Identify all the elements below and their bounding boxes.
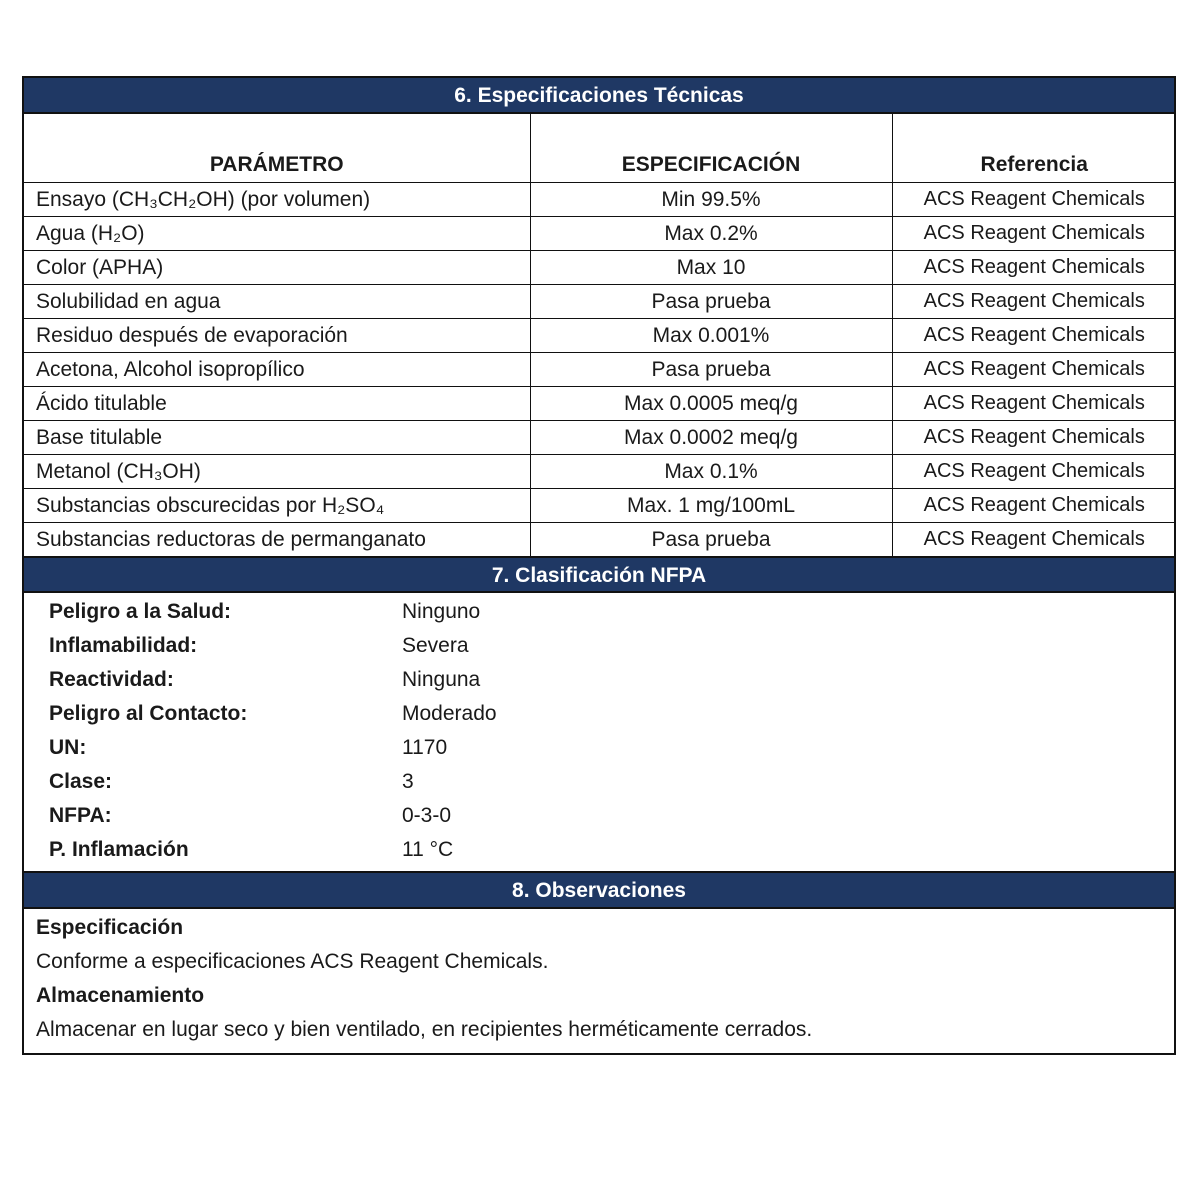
product-spec-sheet bbox=[22, 76, 1176, 1055]
specification-cell: Pasa prueba bbox=[530, 353, 892, 387]
reference-cell: ACS Reagent Chemicals bbox=[892, 387, 1176, 421]
nfpa-label: Inflamabilidad: bbox=[49, 634, 198, 657]
parameter-cell: Solubilidad en agua bbox=[24, 285, 530, 319]
reference-cell: ACS Reagent Chemicals bbox=[892, 183, 1176, 217]
table-row bbox=[24, 421, 1176, 455]
storage-text: Almacenar en lugar seco y bien ventilado, en recipientes herméticamente cerrados. bbox=[36, 1018, 813, 1041]
parameter-cell: Color (APHA) bbox=[24, 251, 530, 285]
reference-cell: ACS Reagent Chemicals bbox=[892, 285, 1176, 319]
parameter-cell: Acetona, Alcohol isopropílico bbox=[24, 353, 530, 387]
specifications-table bbox=[24, 114, 1176, 557]
parameter-cell: Residuo después de evaporación bbox=[24, 319, 530, 353]
nfpa-label: Clase: bbox=[49, 770, 113, 793]
specification-cell: Max 0.0002 meq/g bbox=[530, 421, 892, 455]
table-row bbox=[24, 523, 1176, 557]
section-6-header: 6. Especificaciones Técnicas bbox=[24, 78, 1174, 114]
reference-cell: ACS Reagent Chemicals bbox=[892, 353, 1176, 387]
nfpa-value: 1170 bbox=[402, 736, 448, 759]
table-row bbox=[24, 455, 1176, 489]
nfpa-label: NFPA: bbox=[49, 804, 112, 827]
column-header-parametro: PARÁMETRO bbox=[24, 114, 530, 183]
specification-cell: Pasa prueba bbox=[530, 285, 892, 319]
parameter-cell: Base titulable bbox=[24, 421, 530, 455]
nfpa-item bbox=[24, 697, 1174, 731]
nfpa-label: Peligro a la Salud: bbox=[49, 600, 232, 623]
table-row bbox=[24, 217, 1176, 251]
reference-cell: ACS Reagent Chemicals bbox=[892, 319, 1176, 353]
table-header-row bbox=[24, 114, 1176, 183]
specification-text: Conforme a especificaciones ACS Reagent Chemicals. bbox=[36, 950, 549, 973]
nfpa-item bbox=[24, 595, 1174, 629]
specification-cell: Max 0.1% bbox=[530, 455, 892, 489]
section-7-header: 7. Clasificación NFPA bbox=[24, 557, 1174, 593]
reference-cell: ACS Reagent Chemicals bbox=[892, 489, 1176, 523]
table-row bbox=[24, 387, 1176, 421]
table-row bbox=[24, 489, 1176, 523]
nfpa-value: Severa bbox=[402, 634, 469, 657]
specification-cell: Pasa prueba bbox=[530, 523, 892, 557]
parameter-cell: Substancias obscurecidas por H₂SO₄ bbox=[24, 489, 530, 523]
parameter-cell: Ácido titulable bbox=[24, 387, 530, 421]
parameter-cell: Substancias reductoras de permanganato bbox=[24, 523, 530, 557]
parameter-cell: Metanol (CH₃OH) bbox=[24, 455, 530, 489]
specification-cell: Max. 1 mg/100mL bbox=[530, 489, 892, 523]
table-row bbox=[24, 251, 1176, 285]
nfpa-item bbox=[24, 663, 1174, 697]
nfpa-label: Peligro al Contacto: bbox=[49, 702, 248, 725]
nfpa-value: Moderado bbox=[402, 702, 497, 725]
observations bbox=[24, 909, 1174, 1053]
table-row bbox=[24, 319, 1176, 353]
reference-cell: ACS Reagent Chemicals bbox=[892, 421, 1176, 455]
reference-cell: ACS Reagent Chemicals bbox=[892, 523, 1176, 557]
nfpa-value: 11 °C bbox=[402, 838, 454, 861]
specification-cell: Max 0.2% bbox=[530, 217, 892, 251]
storage-heading: Almacenamiento bbox=[36, 984, 205, 1007]
specification-cell: Min 99.5% bbox=[530, 183, 892, 217]
nfpa-value: 0-3-0 bbox=[402, 804, 452, 827]
specification-heading: Especificación bbox=[36, 916, 184, 939]
specification-cell: Max 10 bbox=[530, 251, 892, 285]
nfpa-item bbox=[24, 765, 1174, 799]
table-row bbox=[24, 285, 1176, 319]
parameter-cell: Agua (H₂O) bbox=[24, 217, 530, 251]
specification-cell: Max 0.001% bbox=[530, 319, 892, 353]
specification-cell: Max 0.0005 meq/g bbox=[530, 387, 892, 421]
nfpa-value: 3 bbox=[402, 770, 414, 793]
table-row bbox=[24, 183, 1176, 217]
nfpa-label: UN: bbox=[49, 736, 87, 759]
table-row bbox=[24, 353, 1176, 387]
nfpa-item bbox=[24, 629, 1174, 663]
parameter-cell: Ensayo (CH₃CH₂OH) (por volumen) bbox=[24, 183, 530, 217]
nfpa-item bbox=[24, 833, 1174, 867]
reference-cell: ACS Reagent Chemicals bbox=[892, 217, 1176, 251]
column-header-referencia: Referencia bbox=[892, 114, 1176, 183]
column-header-especificacion: ESPECIFICACIÓN bbox=[530, 114, 892, 183]
nfpa-value: Ninguno bbox=[402, 600, 481, 623]
reference-cell: ACS Reagent Chemicals bbox=[892, 251, 1176, 285]
nfpa-label: Reactividad: bbox=[49, 668, 174, 691]
nfpa-value: Ninguna bbox=[402, 668, 481, 691]
nfpa-classification bbox=[24, 593, 1174, 873]
nfpa-item bbox=[24, 799, 1174, 833]
nfpa-label: P. Inflamación bbox=[49, 838, 189, 861]
section-8-header: 8. Observaciones bbox=[24, 873, 1174, 909]
nfpa-item bbox=[24, 731, 1174, 765]
reference-cell: ACS Reagent Chemicals bbox=[892, 455, 1176, 489]
